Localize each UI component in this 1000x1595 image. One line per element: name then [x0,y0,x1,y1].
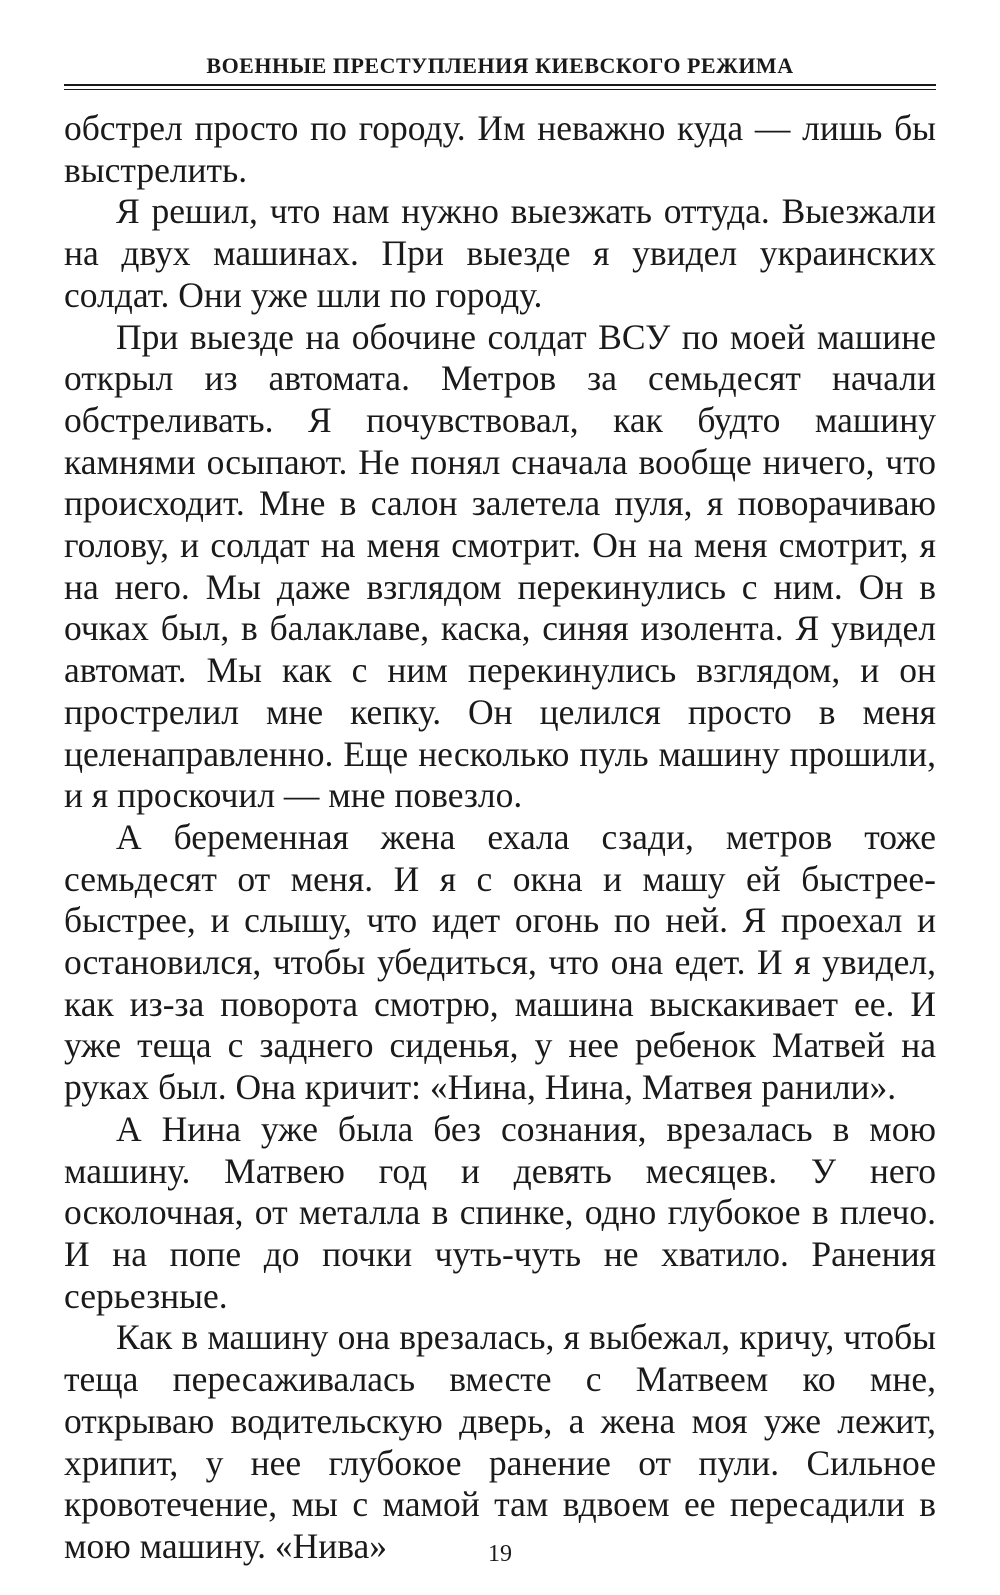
paragraph: При выезде на обочине солдат ВСУ по моей машине открыл из автомата. Метров за семьдесят начали обстреливать. Я почувствовал, как будто машину камнями осыпают. Не понял сначала вообще ничего, что происходит. Мне в салон залетела пуля, я поворачиваю голову, и солдат на меня смотрит. Он на меня смотрит, я на него. Мы даже взглядом перекинулись с ним. Он в очках был, в балаклаве, каска, синяя изолента. Я увидел автомат. Мы как с ним перекинулись взглядом, и он прострелил мне кепку. Он целился просто в меня целенаправленно. Еще несколько пуль машину прошили, и я проскочил — мне повезло. [64,316,936,816]
body-text [64,108,936,1568]
header-rule-thin [64,89,936,90]
paragraph: А беременная жена ехала сзади, метров тоже семьдесят от меня. И я с окна и машу ей быстрее-быстрее, и слышу, что идет огонь по ней. Я проехал и остановился, чтобы убедиться, что она едет. И я увидел, как из-за поворота смотрю, машина выскакивает ее. И уже теща с заднего сиденья, у нее ребенок Матвей на руках был. Она кричит: «Нина, Нина, Матвея ранили». [64,816,936,1108]
paragraph: Как в машину она врезалась, я выбежал, кричу, чтобы теща пересаживалась вместе с Матвеем ко мне, открываю водительскую дверь, а жена моя уже лежит, хрипит, у нее глубокое ранение от пули. Сильное кровотечение, мы с мамой там вдвоем ее пересадили в мою машину. «Нива» [64,1317,936,1566]
header-rule [64,84,936,86]
running-header: ВОЕННЫЕ ПРЕСТУПЛЕНИЯ КИЕВСКОГО РЕЖИМА [206,53,794,78]
page-number: 19 [488,1541,512,1567]
paragraph: А Нина уже была без сознания, врезалась в мою машину. Матвею год и девять месяцев. У него осколочная, от металла в спинке, одно глубокое в плечо. И на попе до почки чуть-чуть не хватило. Ранения серьезные. [64,1108,936,1316]
paragraph: Я решил, что нам нужно выезжать оттуда. Выезжали на двух машинах. При выезде я увидел украинских солдат. Они уже шли по городу. [64,191,936,315]
paragraph-continued: обстрел просто по городу. Им неважно куда — лишь бы выстрелить. [64,108,936,190]
